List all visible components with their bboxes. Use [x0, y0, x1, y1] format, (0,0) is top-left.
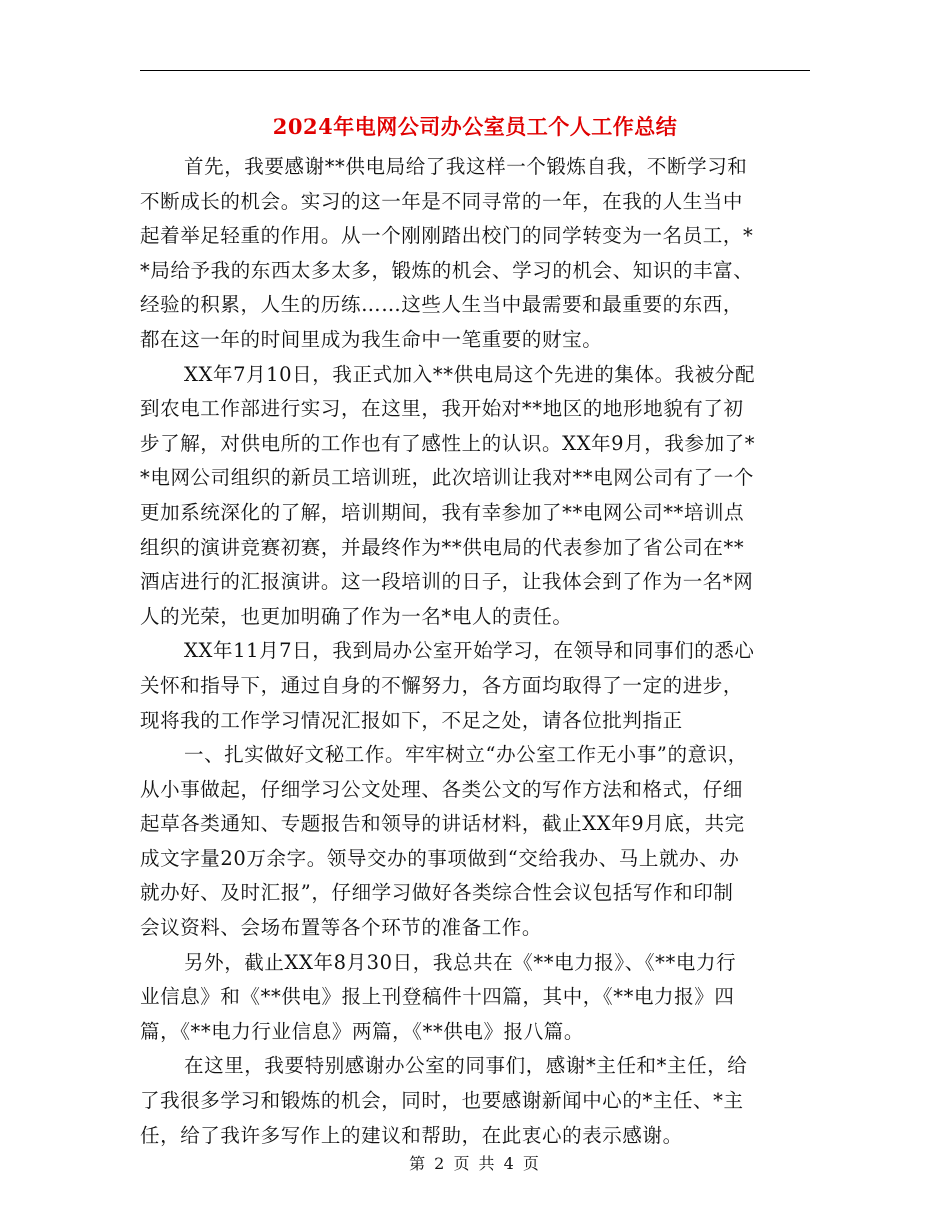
paragraph-line: 人的光荣，也更加明确了作为一名*电人的责任。 [140, 604, 573, 628]
paragraph-line: 到农电工作部进行实习，在这里，我开始对**地区的地形地貌有了初 [140, 397, 744, 421]
paragraph-line: 经验的积累，人生的历练……这些人生当中最需要和最重要的东西， [140, 293, 744, 317]
document-body [140, 150, 812, 1153]
paragraph-line: 起草各类通知、专题报告和领导的讲话材料，截止XX年9月底，共完 [140, 812, 745, 836]
paragraph-line: 关怀和指导下，通过自身的不懈努力，各方面均取得了一定的进步， [140, 673, 744, 697]
document-title: 2024年电网公司办公室员工个人工作总结 [272, 114, 678, 139]
paragraph-line: 更加系统深化的了解，培训期间，我有幸参加了**电网公司**培训点 [140, 500, 745, 524]
paragraph-line: 了我很多学习和锻炼的机会，同时，也要感谢新闻中心的*主任、*主 [140, 1089, 744, 1113]
paragraph-line: 现将我的工作学习情况汇报如下，不足之处，请各位批判指正 [140, 708, 683, 732]
paragraph-line: 首先，我要感谢**供电局给了我这样一个锻炼自我，不断学习和 [184, 155, 748, 178]
page-footer: 第 2 页 共 4 页 [409, 1154, 541, 1173]
paragraph-line: 一、扎实做好文秘工作。牢牢树立“办公室工作无小事”的意识， [184, 743, 748, 767]
paragraph-line: 成文字量20万余字。领导交办的事项做到“交给我办、马上就办、办 [140, 846, 740, 870]
paragraph-line: 都在这一年的时间里成为我生命中一笔重要的财宝。 [140, 327, 603, 351]
paragraph-line: *电网公司组织的新员工培训班，此次培训让我对**电网公司有了一个 [140, 466, 754, 490]
paragraph-2 [140, 358, 812, 635]
paragraph-line: 组织的演讲竞赛初赛，并最终作为**供电局的代表参加了省公司在** [140, 535, 745, 559]
paragraph-line: 在这里，我要特别感谢办公室的同事们，感谢*主任和*主任，给 [184, 1054, 748, 1078]
paragraph-line: 酒店进行的汇报演讲。这一段培训的日子，让我体会到了作为一名*网 [140, 570, 754, 594]
paragraph-line: XX年11月7日，我到局办公室开始学习，在领导和同事们的悉心 [184, 639, 755, 663]
paragraph-line: 会议资料、会场布置等各个环节的准备工作。 [140, 916, 543, 940]
paragraph-1 [140, 150, 812, 358]
paragraph-6 [140, 1049, 812, 1153]
paragraph-line: 篇，《**电力行业信息》两篇，《**供电》报八篇。 [140, 1019, 585, 1043]
paragraph-line: 另外，截止XX年8月30日，我总共在《**电力报》、《**电力行 [184, 950, 737, 974]
paragraph-4 [140, 738, 812, 946]
paragraph-line: 就办好、及时汇报”，仔细学习做好各类综合性会议包括写作和印制 [140, 881, 734, 905]
paragraph-5 [140, 946, 812, 1050]
paragraph-line: 任，给了我许多写作上的建议和帮助，在此衷心的表示感谢。 [140, 1123, 683, 1147]
header-rule [140, 70, 810, 71]
paragraph-line: *局给予我的东西太多太多，锻炼的机会、学习的机会、知识的丰富、 [140, 258, 754, 282]
paragraph-line: 业信息》和《**供电》报上刊登稿件十四篇，其中，《**电力报》四 [140, 985, 735, 1009]
paragraph-line: 从小事做起，仔细学习公文处理、各类公文的写作方法和格式，仔细 [140, 777, 744, 801]
paragraph-line: 步了解，对供电所的工作也有了感性上的认识。XX年9月，我参加了* [140, 431, 756, 455]
paragraph-3 [140, 634, 812, 738]
paragraph-line: 不断成长的机会。实习的这一年是不同寻常的一年，在我的人生当中 [140, 189, 744, 213]
paragraph-line: XX年7月10日，我正式加入**供电局这个先进的集体。我被分配 [184, 362, 756, 386]
paragraph-line: 起着举足轻重的作用。从一个刚刚踏出校门的同学转变为一名员工，* [140, 224, 754, 248]
